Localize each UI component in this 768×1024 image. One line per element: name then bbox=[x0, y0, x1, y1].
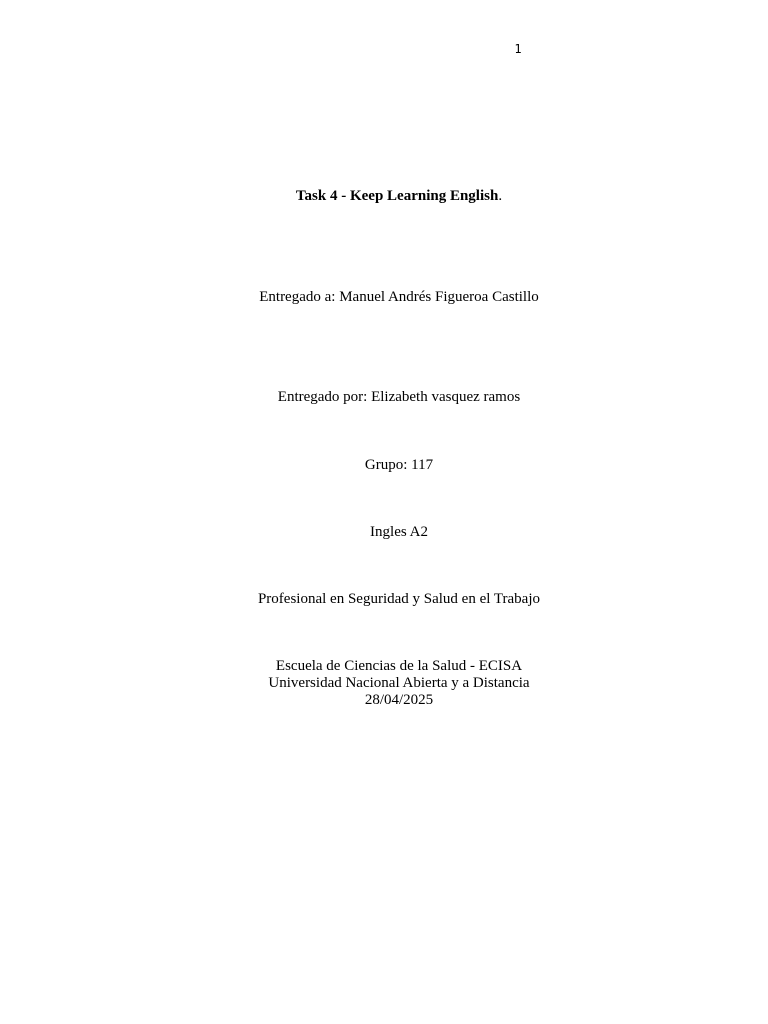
school-name: Escuela de Ciencias de la Salud - ECISA bbox=[275, 658, 523, 674]
submission-date: 28/04/2025 bbox=[364, 692, 434, 708]
group-number: Grupo: 117 bbox=[364, 457, 434, 473]
page-number: 1 bbox=[514, 42, 522, 56]
course-name: Ingles A2 bbox=[370, 524, 428, 540]
document-title: Task 4 - Keep Learning English bbox=[295, 188, 499, 204]
document-title-period: . bbox=[498, 188, 503, 204]
delivered-by: Entregado por: Elizabeth vasquez ramos bbox=[277, 389, 521, 405]
delivered-to: Entregado a: Manuel Andrés Figueroa Castillo bbox=[259, 289, 539, 305]
university-name: Universidad Nacional Abierta y a Distancia bbox=[268, 675, 530, 691]
document-title-line bbox=[0, 188, 768, 205]
program-name: Profesional en Seguridad y Salud en el Trabajo bbox=[257, 591, 541, 607]
